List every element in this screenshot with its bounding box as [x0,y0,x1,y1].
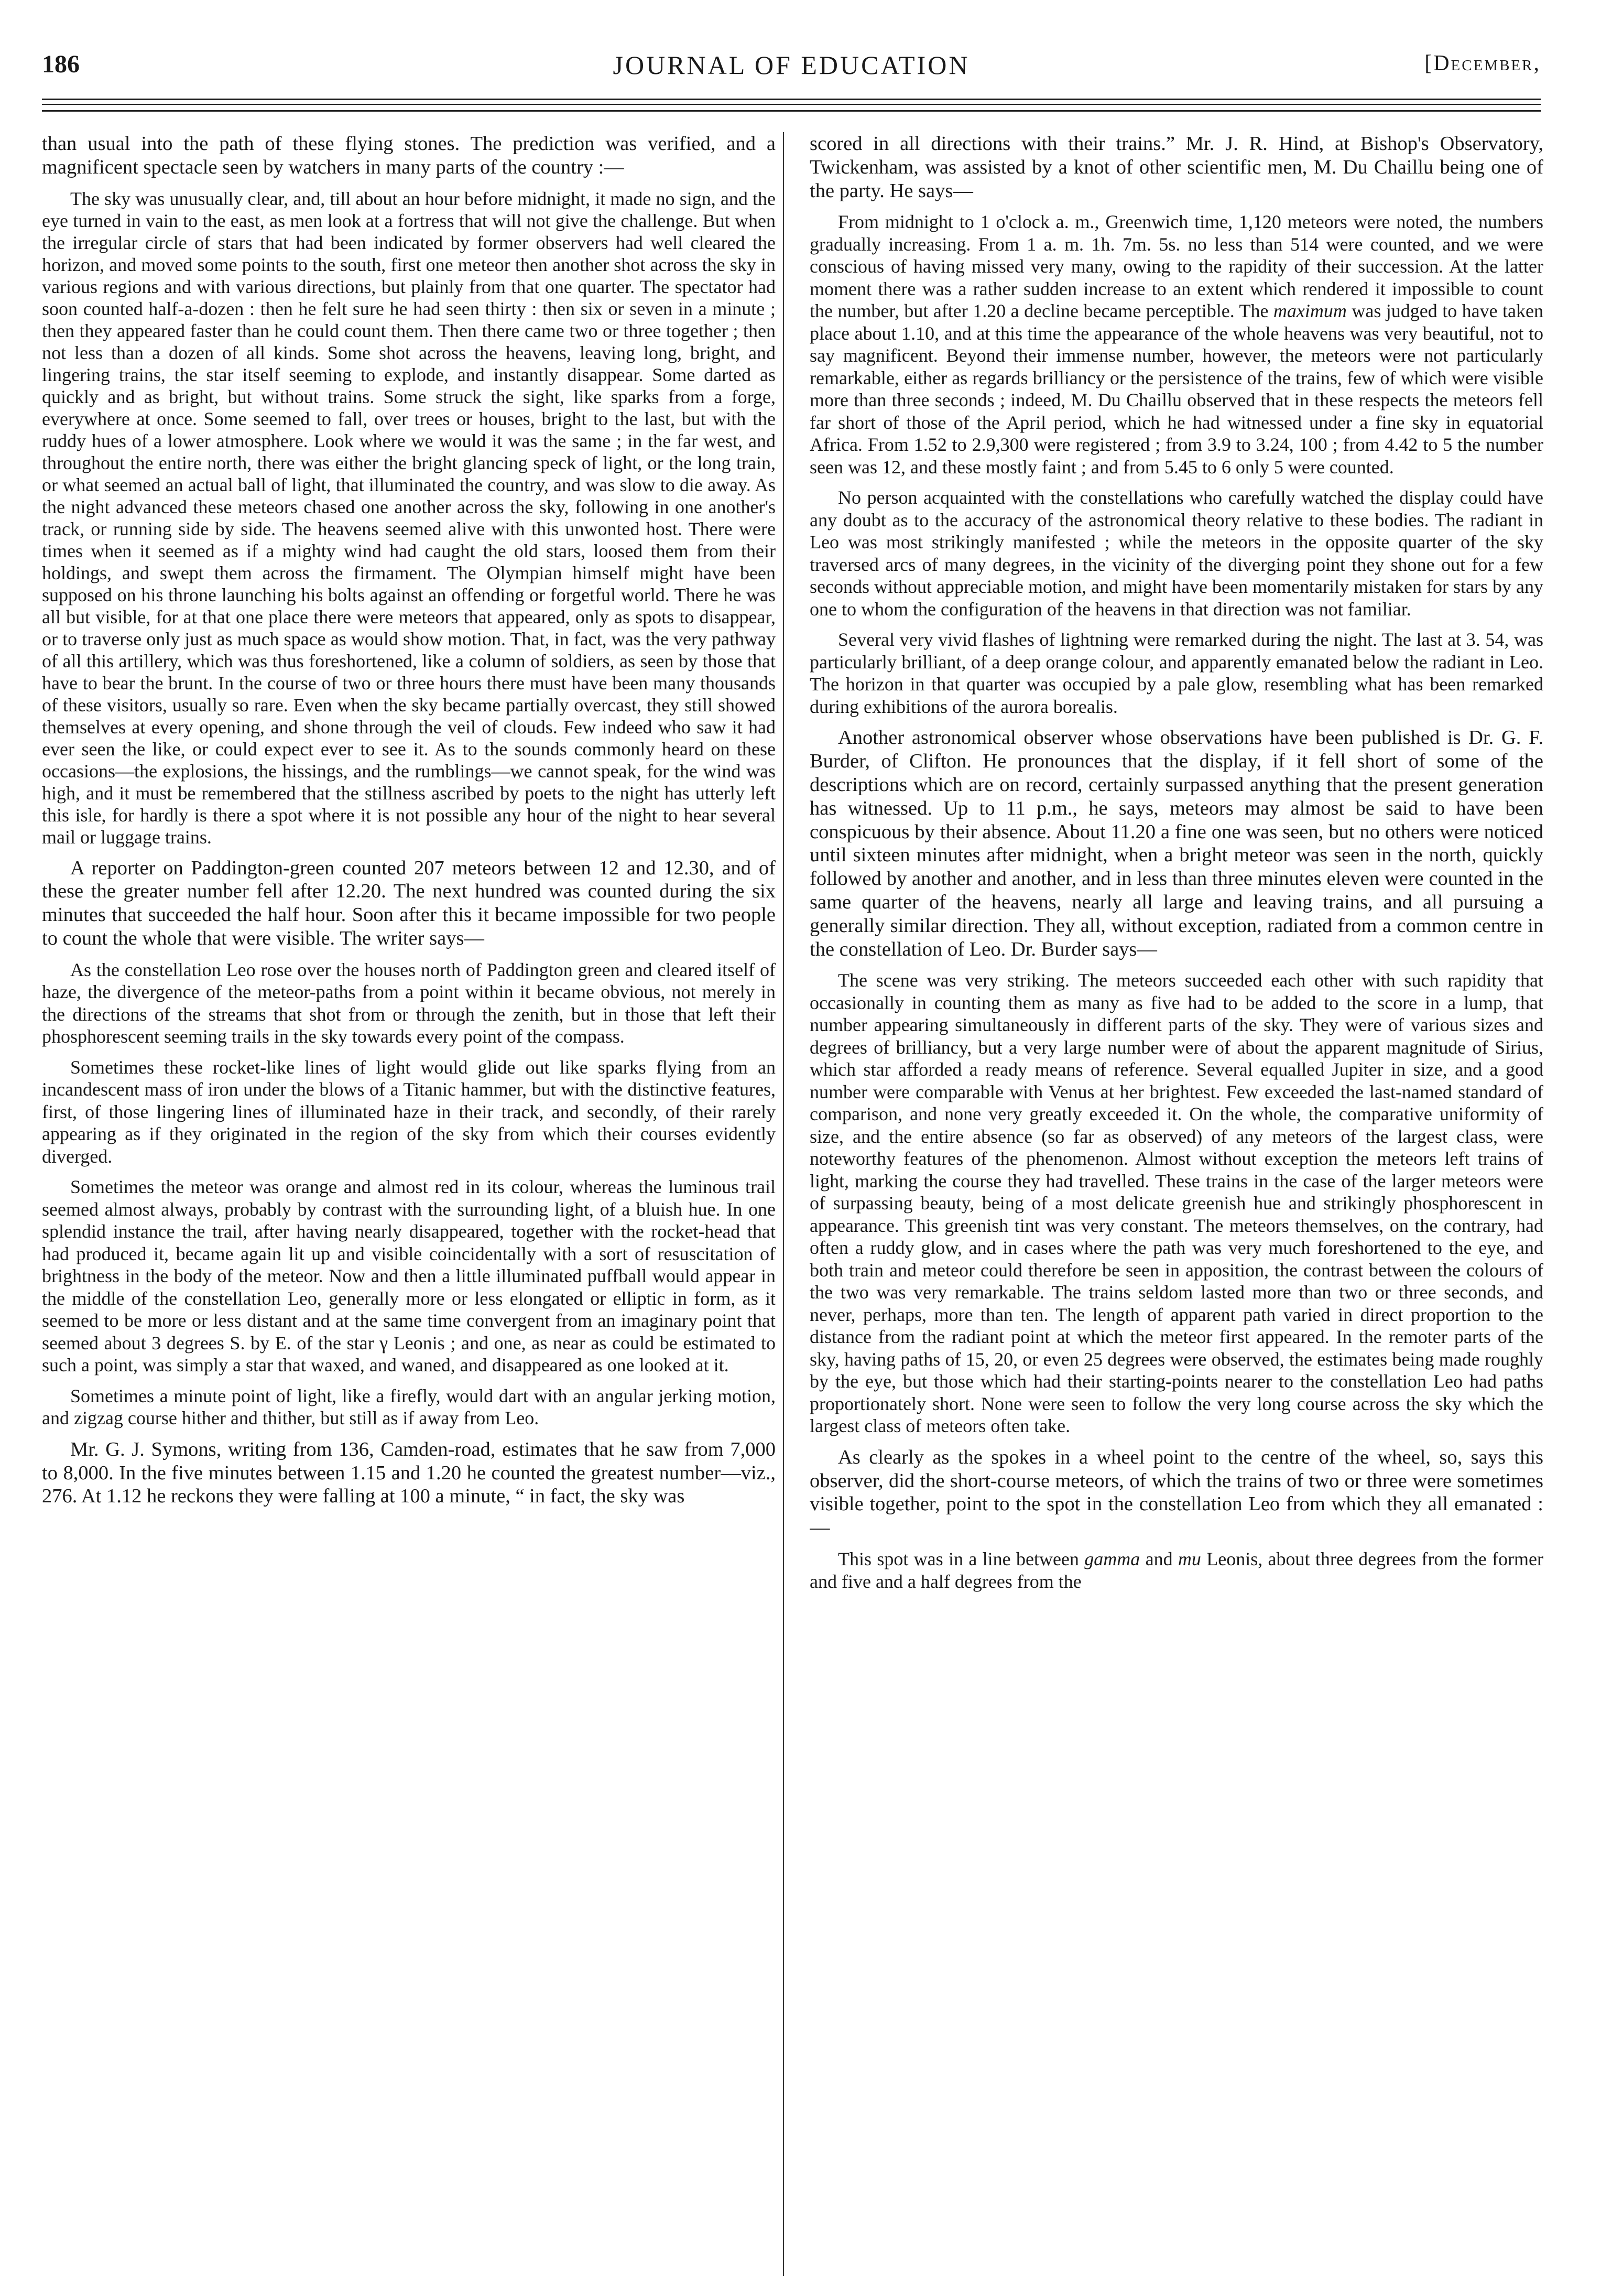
text-span: was judged to have taken place about 1.10, and at this time the appearance of the whole heavens was very beautiful, not to say magnificent. Beyond their immense number, however, the meteors were not particularly remarkable, either as regards brilliancy or the persistence of the trains, few of which were visible more than three seconds ; indeed, M. Du Chaillu observed that in these respects the meteors fell far short of those of the April period, which he had witnessed under a fine sky in equatorial Africa. From 1.52 to 2.9,300 were registered ; from 3.9 to 3.24, 100 ; from 4.42 to 5 the number seen was 12, and these mostly faint ; and from 5.45 to 6 only 5 were counted. [810,300,1543,478]
header-rule [42,110,1541,112]
quoted-passage: The scene was very striking. The meteors succeeded each other with such rapidity that occasionally in counting them as many as five had to be added to the score in a lump, that number appearing simultaneously in different parts of the sky. They were of various sizes and degrees of brilliancy, but a very large number were of about the apparent magnitude of Sirius, which star afforded a ready means of reference. Several equalled Jupiter in size, and a good number were comparable with Venus at her brightest. Few exceeded the last-named standard of comparison, and none very greatly exceeded it. On the whole, the comparative uniformity of size, and the entire absence (so far as observed) of any meteors of the largest class, were noteworthy features of the phenomenon. Almost without exception the meteors left trains of light, marking the course they had travelled. These trains in the case of the larger meteors were of surpassing beauty, being of a most delicate greenish hue and strikingly phosphorescent in appearance. This greenish tint was very constant. The meteors themselves, on the contrary, had often a ruddy glow, and in cases where the path was very much foreshortened to the eye, and both train and meteor could therefore be seen in apposition, the contrast between the colours of the two was very remarkable. The trains seldom lasted more than two or three seconds, and never, perhaps, more than ten. The length of apparent path varied in direct proportion to the distance from the radiant point at which the meteor first appeared. In the remoter parts of the sky, having paths of 15, 20, or even 25 degrees were observed, the estimates being made roughly by the eye, but those which had their starting-points nearer to the constellation Leo had paths proportionately short. None were seen to follow the very long course across the sky which the largest class of meteors often take. [810,970,1543,1437]
text-span: and [1140,1548,1178,1570]
paragraph: scored in all directions with their trains.” Mr. J. R. Hind, at Bishop's Observatory, Twickenham, was assisted by a knot of other scientific men, M. Du Chaillu being one of the party. He says— [810,133,1543,202]
italic-term: mu [1178,1548,1201,1570]
paragraph: As clearly as the spokes in a wheel point to the centre of the wheel, so, says this observer, did the short-course meteors, of which the trains of two or three were sometimes visible together, point to the spot in the constellation Leo from which they all emanated :— [810,1446,1543,1539]
paragraph: than usual into the path of these flying stones. The prediction was verified, and a magnificent spectacle seen by watchers in many parts of the country :— [42,133,776,178]
right-column [810,132,1543,2281]
text-span: This spot was in a line between [838,1548,1085,1570]
quoted-passage: Sometimes the meteor was orange and almost red in its colour, whereas the luminous trail seemed almost always, probably by contrast with the surrounding light, of a bluish hue. In one splendid instance the trail, after having nearly disappeared, together with the rocket-head that had produced it, became again lit up and visible coincidentally with a sort of resuscitation of brightness in the body of the meteor. Now and then a little illuminated puffball would appear in the middle of the constellation Leo, generally more or less elongated or elliptic in form, as it seemed to be more or less distant and at the same time convergent from an imaginary point that seemed about 3 degrees S. by E. of the star γ Leonis ; and one, as near as could be estimated to such a point, was simply a star that waxed, and waned, and disappeared as one looked at it. [42,1176,776,1376]
quoted-passage: Sometimes these rocket-like lines of light would glide out like sparks flying from an incandescent mass of iron under the blows of a Titanic hammer, but with the distinctive features, first, of those lingering lines of illuminated haze in their track, and secondly, of their rarely appearing as if they originated in the region of the sky from which their courses evidently diverged. [42,1056,776,1167]
journal-title: JOURNAL OF EDUCATION [613,50,970,80]
text-span: From midnight to 1 o'clock a. m., Greenwich time, 1,120 meteors were noted, the numbers gradually increasing. From 1 a. m. 1h. 7m. 5s. no less than 514 were counted, and we were conscious of having missed very many, owing to the rapidity of their succession. At the latter moment there was a rather sudden increase to an extent which rendered it impossible to count the number, but after 1.20 a decline became perceptible. The [810,211,1543,322]
quoted-passage [810,211,1543,478]
paragraph: A reporter on Paddington-green counted 207 meteors between 12 and 12.30, and of these the greater number fell after 12.20. The next hundred was counted during the six minutes that succeeded the half hour. Soon after this it became impossible for two people to count the whole that were visible. The writer says— [42,857,776,949]
header-rule [42,99,1541,100]
page-number: 186 [42,50,80,78]
paragraph: Several very vivid flashes of lightning were remarked during the night. The last at 3. 54, was particularly brilliant, of a deep orange colour, and apparently emanated below the radiant in Leo. The horizon in that quarter was occupied by a pale glow, resembling what has been remarked during exhibitions of the aurora borealis. [810,629,1543,717]
paragraph: Mr. G. J. Symons, writing from 136, Camden-road, estimates that he saw from 7,000 to 8,000. In the five minutes between 1.15 and 1.20 he counted the greatest number—viz., 276. At 1.12 he reckons they were falling at 100 a minute, “ in fact, the sky was [42,1438,776,1508]
header-rule [42,104,1541,105]
page-header [42,50,1541,92]
left-column [42,132,776,2281]
column-divider [783,132,784,2276]
quoted-passage: As the constellation Leo rose over the houses north of Paddington green and cleared itself of haze, the divergence of the meteor-paths from a point within it became obvious, not merely in the directions of the streams that shot from or through the zenith, but in those that left their phosphorescent seeming trails in the sky towards every point of the compass. [42,959,776,1047]
paragraph: Another astronomical observer whose observations have been published is Dr. G. F. Burder, of Clifton. He pronounces that the display, if it fell short of some of the descriptions which are on record, certainly surpassed anything that the present generation has witnessed. Up to 11 p.m., he says, meteors may almost be said to have been conspicuous by their absence. About 11.20 a fine one was seen, but no others were noticed until sixteen minutes after midnight, when a bright meteor was seen in the north, quickly followed by another and another, and in less than three minutes eleven were counted in the same quarter of the heavens, nearly all large and leaving trains, and all pursuing a generally similar direction. They all, without exception, radiated from a common centre in the constellation of Leo. Dr. Burder says— [810,727,1543,960]
quoted-passage [810,1548,1543,1593]
header-month: [December, [1424,51,1541,75]
text-span: Leonis, about three degrees from the former and five and a half degrees from the [810,1548,1543,1592]
quoted-passage: Sometimes a minute point of light, like a firefly, would dart with an angular jerking motion, and zigzag course hither and thither, but still as if away from Leo. [42,1385,776,1429]
paragraph: No person acquainted with the constellations who carefully watched the display could have any doubt as to the accuracy of the astronomical theory relative to these bodies. The radiant in Leo was most strikingly manifested ; while the meteors in the opposite quarter of the sky traversed arcs of many degrees, in the vicinity of the diverging point they shone out for a few seconds without appreciable motion, and might have been momentarily mistaken for stars by any one to whom the configuration of the heavens in that direction was not familiar. [810,487,1543,620]
quoted-passage: The sky was unusually clear, and, till about an hour before midnight, it made no sign, and the eye turned in vain to the east, as men look at a fortress that will not give the challenge. But when the irregular circle of stars that had been indicated by former observers had well cleared the horizon, and moved some points to the south, first one meteor then another shot across the sky in various regions and with various directions, but plainly from that one quarter. The spectator had soon counted half-a-dozen : then he felt sure he had seen thirty : then six or seven in a minute ; then they appeared faster than he could count them. Then there came two or three together ; then not less than a dozen of all kinds. Some shot across the heavens, leaving long, bright, and lingering trains, the star itself seeming to explode, and instantly disappear. Some darted as quickly and as bright, but without trains. Some struck the sight, like sparks from a forge, everywhere at once. Some seemed to fall, over trees or houses, bright to the last, but with the ruddy hues of a lower atmosphere. Look where we would it was the same ; in the far west, and throughout the entire north, there was either the bright glancing speck of light, or the long train, or what seemed an actual ball of light, that illuminated the country, and was slow to die away. As the night advanced these meteors chased one another across the sky, following in one another's track, or running side by side. The heavens seemed alive with this unwonted host. There were times when it seemed as if a mighty wind had caught the old stars, loosed them from their holdings, and swept them across the firmament. The Olympian himself might have been supposed on his throne launching his bolts against an offending or forgetful world. There he was all but visible, for at that one place there were meteors that appeared, only as spots to disappear, or to traverse only just as much space as would show motion. That, in fact, was the very pathway of all this artillery, which was thus foreshortened, like a column of soldiers, as seen by those that have to bear the brunt. In the course of two or three hours there must have been many thousands of these visitors, usually so rare. Even when the sky became partially overcast, they still showed themselves at every opening, and shone through the veil of clouds. Few indeed who saw it had ever seen the like, or could expect ever to see it. As to the sounds commonly heard on these occasions—the explosions, the hissings, and the rumblings—we cannot speak, for the wind was high, and it must be remembered that the stillness ascribed by poets to the night has utterly left this isle, for hardly is there a spot where it is not possible any hour of the night to hear several mail or luggage trains. [42,188,776,848]
italic-term: maximum [1273,300,1347,322]
italic-term: gamma [1084,1548,1140,1570]
